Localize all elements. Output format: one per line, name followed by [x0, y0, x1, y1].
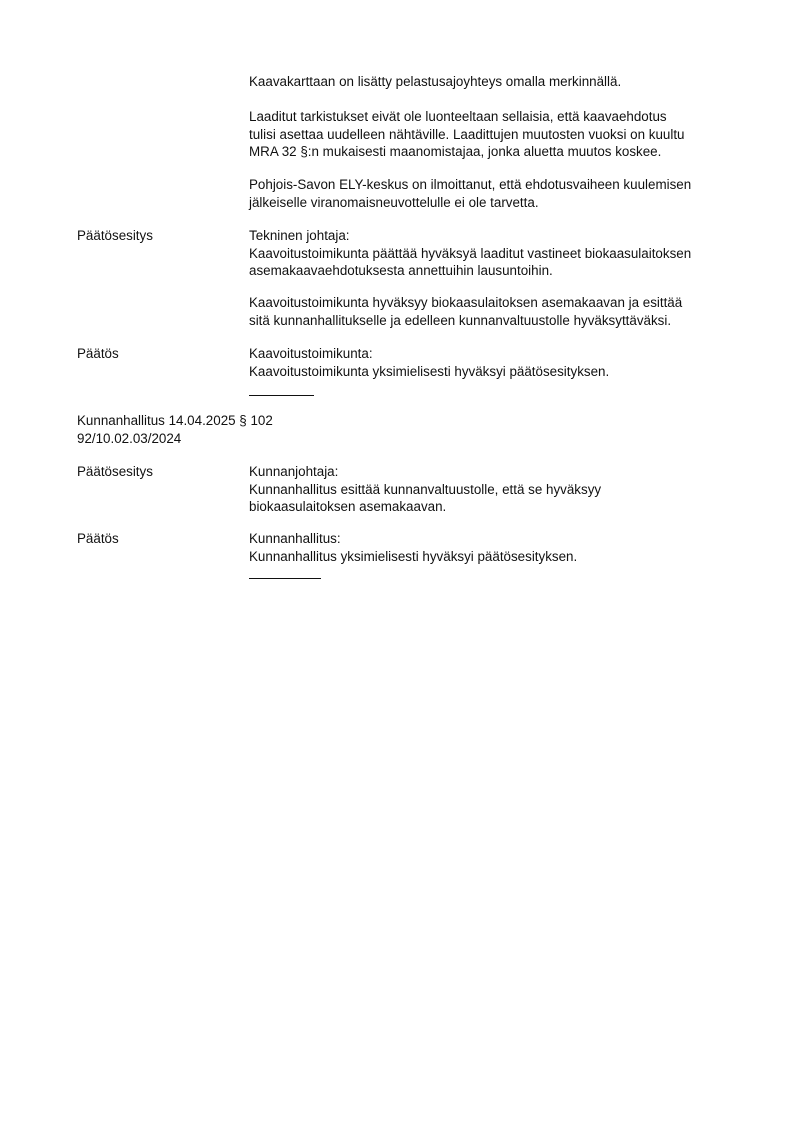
text-line: Laaditut tarkistukset eivät ole luonteeltaan sellaisia, että kaavaehdotus	[249, 109, 667, 124]
paragraph-ely-centre	[249, 176, 749, 211]
text-line: sitä kunnanhallitukselle ja edelleen kunnanvaltuustolle hyväksyttäväksi.	[249, 312, 672, 328]
proposal-label: Päätösesitys	[77, 228, 153, 243]
meeting-line: Kunnanhallitus 14.04.2025 § 102	[77, 413, 273, 428]
decision-heading: Kaavoitustoimikunta:	[249, 346, 373, 361]
text-line: Kaavakarttaan on lisätty pelastusajoyhteys omalla merkinnällä.	[249, 74, 622, 89]
meeting-header	[77, 412, 477, 447]
proposal-label-2: Päätösesitys	[77, 464, 153, 479]
paragraph-rescue-access	[249, 73, 749, 91]
decision-label: Päätös	[77, 346, 119, 361]
decision-heading-2: Kunnanhallitus:	[249, 531, 341, 546]
text-line: Kaavoitustoimikunta päättää hyväksyä laaditut vastineet biokaasulaitoksen	[249, 245, 692, 261]
proposal-heading-2: Kunnanjohtaja:	[249, 464, 339, 479]
record-id: 92/10.02.03/2024	[77, 430, 182, 446]
text-line: Kunnanhallitus esittää kunnanvaltuustolle, että se hyväksyy	[249, 481, 602, 497]
section-divider	[249, 395, 314, 396]
text-line: biokaasulaitoksen asemakaavan.	[249, 499, 447, 514]
text-line: Pohjois-Savon ELY-keskus on ilmoittanut, että ehdotusvaiheen kuulemisen	[249, 177, 692, 192]
text-line: asemakaavaehdotuksesta annettuihin lausuntoihin.	[249, 263, 553, 278]
text-line: MRA 32 §:n mukaisesti maanomistajaa, jonka aluetta muutos koskee.	[249, 144, 662, 159]
proposal-heading: Tekninen johtaja:	[249, 228, 350, 243]
decision-label-2: Päätös	[77, 531, 119, 546]
paragraph-revisions	[249, 108, 749, 161]
proposal-block-2	[249, 463, 749, 516]
text-line: Kaavoitustoimikunta hyväksyy biokaasulaitoksen asemakaavan ja esittää	[249, 295, 683, 310]
section-divider-2	[249, 578, 321, 579]
proposal-block	[249, 227, 749, 280]
text-line: tulisi asettaa uudelleen nähtäville. Laadittujen muutosten vuoksi on kuultu	[249, 126, 685, 142]
decision-block-2	[249, 530, 749, 565]
text-line: Kunnanhallitus yksimielisesti hyväksyi päätösesityksen.	[249, 548, 578, 564]
text-line: Kaavoitustoimikunta yksimielisesti hyväksyi päätösesityksen.	[249, 363, 610, 379]
proposal-block-continued	[249, 294, 749, 329]
decision-block	[249, 345, 749, 380]
text-line: jälkeiselle viranomaisneuvottelulle ei ole tarvetta.	[249, 194, 539, 210]
